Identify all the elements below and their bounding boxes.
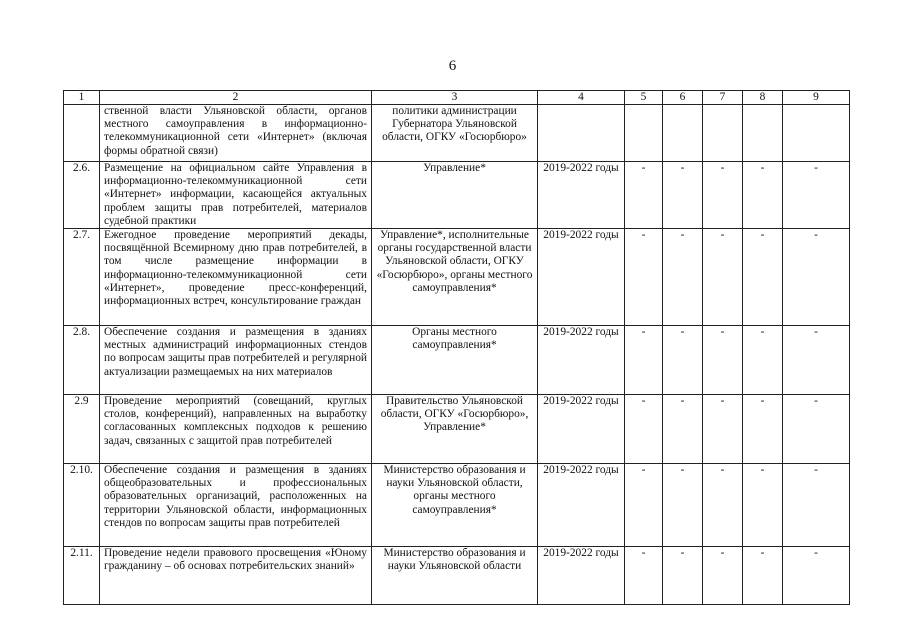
value-cell: -: [625, 395, 663, 464]
value-cell: -: [783, 464, 850, 547]
value-cell: -: [625, 229, 663, 326]
value-cell: -: [625, 162, 663, 229]
column-header: 4: [538, 91, 625, 105]
column-header: 5: [625, 91, 663, 105]
executor: политики администрации Губернатора Ульяновской области, ОГКУ «Госюрбюро»: [372, 105, 538, 162]
value-cell: -: [663, 547, 703, 605]
value-cell: -: [743, 395, 783, 464]
column-header: 2: [100, 91, 372, 105]
row-number: 2.9: [64, 395, 100, 464]
measure-description: Проведение мероприятий (совещаний, круглых столов, конференций), направленных на выработку согласованных комплексных подходов к решению задач, связанных с защитой прав потребителей: [100, 395, 372, 464]
measure-description: Размещение на официальном сайте Управления в информационно-телекоммуникационной сети «Интернет» информации, касающейся актуальных проблем защиты прав потребителей, материалов судебной практики: [100, 162, 372, 229]
value-cell: [783, 105, 850, 162]
page-number: 6: [448, 58, 457, 74]
term: 2019-2022 годы: [538, 229, 625, 326]
value-cell: -: [703, 229, 743, 326]
value-cell: -: [743, 229, 783, 326]
value-cell: -: [783, 547, 850, 605]
value-cell: -: [743, 162, 783, 229]
value-cell: -: [783, 395, 850, 464]
executor: Органы местного самоуправления*: [372, 326, 538, 395]
row-number: [64, 105, 100, 162]
value-cell: [663, 105, 703, 162]
value-cell: -: [783, 162, 850, 229]
table-row: [64, 105, 850, 162]
executor: Правительство Ульяновской области, ОГКУ «Госюрбюро», Управление*: [372, 395, 538, 464]
measure-description: Проведение недели правового просвещения «Юному гражданину – об основах потребительских знаний»: [100, 547, 372, 605]
column-header: 9: [783, 91, 850, 105]
row-number: 2.7.: [64, 229, 100, 326]
term: 2019-2022 годы: [538, 464, 625, 547]
row-number: 2.10.: [64, 464, 100, 547]
table-row: [64, 162, 850, 229]
column-header: 1: [64, 91, 100, 105]
row-number: 2.6.: [64, 162, 100, 229]
value-cell: [743, 105, 783, 162]
table-row: [64, 326, 850, 395]
table-row: [64, 464, 850, 547]
value-cell: -: [663, 326, 703, 395]
value-cell: -: [625, 326, 663, 395]
term: 2019-2022 годы: [538, 162, 625, 229]
value-cell: -: [783, 229, 850, 326]
measures-table: [63, 90, 850, 605]
table-header-row: [64, 91, 850, 105]
value-cell: [703, 105, 743, 162]
value-cell: -: [625, 464, 663, 547]
value-cell: -: [703, 326, 743, 395]
table-row: [64, 547, 850, 605]
term: [538, 105, 625, 162]
value-cell: -: [625, 547, 663, 605]
value-cell: -: [663, 395, 703, 464]
column-header: 8: [743, 91, 783, 105]
value-cell: -: [743, 326, 783, 395]
executor: Управление*, исполнительные органы государственной власти Ульяновской области, ОГКУ «Госюрбюро», органы местного самоуправления*: [372, 229, 538, 326]
row-number: 2.11.: [64, 547, 100, 605]
table-row: [64, 229, 850, 326]
value-cell: -: [663, 162, 703, 229]
column-header: 6: [663, 91, 703, 105]
value-cell: -: [663, 464, 703, 547]
value-cell: [625, 105, 663, 162]
term: 2019-2022 годы: [538, 326, 625, 395]
executor: Управление*: [372, 162, 538, 229]
value-cell: -: [703, 464, 743, 547]
measure-description: ственной власти Ульяновской области, органов местного самоуправления в информационно-телекоммуникационной сети «Интернет» (включая формы обратной связи): [100, 105, 372, 162]
value-cell: -: [703, 162, 743, 229]
table-row: [64, 395, 850, 464]
term: 2019-2022 годы: [538, 395, 625, 464]
term: 2019-2022 годы: [538, 547, 625, 605]
executor: Министерство образования и науки Ульяновской области, органы местного самоуправления*: [372, 464, 538, 547]
measure-description: Обеспечение создания и размещения в зданиях местных администраций информационных стендов по вопросам защиты прав потребителей и регулярной актуализации размещаемых на них материалов: [100, 326, 372, 395]
column-header: 3: [372, 91, 538, 105]
value-cell: -: [703, 547, 743, 605]
value-cell: -: [663, 229, 703, 326]
value-cell: -: [703, 395, 743, 464]
measure-description: Обеспечение создания и размещения в зданиях общеобразовательных и профессиональных образовательных организаций, расположенных на территории Ульяновской области, информационных стендов по вопросам защиты прав потребителей: [100, 464, 372, 547]
row-number: 2.8.: [64, 326, 100, 395]
value-cell: -: [743, 464, 783, 547]
measure-description: Ежегодное проведение мероприятий декады, посвящённой Всемирному дню прав потребителей, в том числе размещение информации в информационно-телекоммуникационной сети «Интернет», проведение пресс-конференций, информационных встреч, консультирование граждан: [100, 229, 372, 326]
value-cell: -: [743, 547, 783, 605]
executor: Министерство образования и науки Ульяновской области: [372, 547, 538, 605]
column-header: 7: [703, 91, 743, 105]
value-cell: -: [783, 326, 850, 395]
